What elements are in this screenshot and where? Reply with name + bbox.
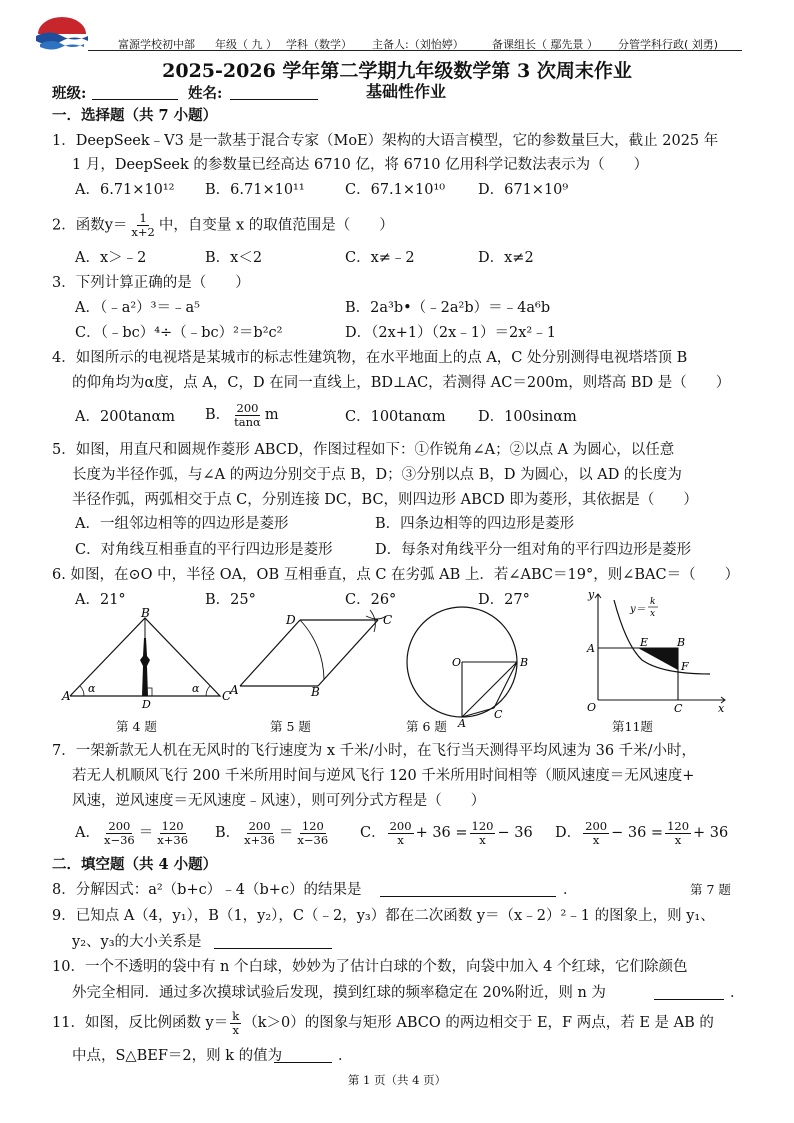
q1-option-b[interactable]: B．6.71×10¹¹ xyxy=(205,182,305,198)
q9-line1: 9．已知点 A（4，y₁），B（1，y₂），C（﹣2，y₃）都在二次函数 y＝（x﹣2）²﹣1 的图象上，则 y₁、 xyxy=(52,908,715,924)
f11-label-c: C xyxy=(674,702,683,715)
header-subject: 学科（数学） xyxy=(286,38,352,51)
q10-line2: 外完全相同．通过多次摸球试验后发现，摸到红球的频率稳定在 20%附近，则 n 为 xyxy=(72,985,606,1001)
f4-alpha-right: α xyxy=(192,682,200,695)
q7-line2: 若无人机顺风飞行 200 千米所用时间与逆风飞行 120 千米所用时间相等（顺风速度＝无风速度+ xyxy=(72,768,695,784)
q1-line2: 1 月，DeepSeek 的参数量已经高达 6710 亿，将 6710 亿用科学记数法表示为（ ） xyxy=(72,157,649,173)
q7-option-d[interactable]: D． $\frac{200}{x}$ − 36 = $\frac{120}{x}$ + 36 xyxy=(555,818,729,847)
q1-option-d[interactable]: D．671×10⁹ xyxy=(478,182,569,198)
f4-label-a: A xyxy=(62,689,71,703)
q9-line2: y₂、y₃的大小关系是 xyxy=(72,934,202,950)
f11-func-label: y＝ xyxy=(630,604,646,615)
q2-fraction: $\frac{1}{x+2}$ xyxy=(131,211,155,239)
page-title: 2025-2026 学年第二学期九年级数学第 3 次周末作业 xyxy=(162,60,632,82)
q4-option-c[interactable]: C．100tanαm xyxy=(345,409,446,425)
q7-line3: 风速，逆风速度＝无风速度﹣风速），则可列分式方程是（ ） xyxy=(72,793,486,809)
f5-label-d: D xyxy=(286,613,296,627)
q8-answer-field[interactable] xyxy=(380,881,556,897)
caption-q11: 第11题 xyxy=(612,719,653,734)
f6-label-c: C xyxy=(494,708,503,721)
q1-line1: 1．DeepSeek﹣V3 是一款基于混合专家（MoE）架构的大语言模型，它的参数量巨大，截止 2025 年 xyxy=(52,133,719,149)
q2-stem: 2．函数y＝ $\frac{1}{x+2}$ 中，自变量 x 的取值范围是（ ） xyxy=(52,211,394,239)
q4-option-b[interactable]: B． $\frac{200}{\tan\alpha}$ m xyxy=(205,400,279,429)
q4-line2: 的仰角均为α度，点 A，C，D 在同一直线上，BD⊥AC，若测得 AC＝200m，则塔高 BD 是（ ） xyxy=(72,375,731,391)
class-label: 班级: xyxy=(52,85,87,102)
q7-option-a[interactable]: A． $\frac{200}{x-36}$ ＝ $\frac{120}{x+36}$ xyxy=(75,818,189,847)
f11-func-k: k xyxy=(650,597,656,607)
q11-line1: 11．如图，反比例函数 y＝ $\frac{k}{x}$ （k＞0）的图象与矩形 ABCO 的两边相交于 E，F 两点，若 E 是 AB 的 xyxy=(52,1008,714,1037)
f5-label-b: B xyxy=(311,685,320,699)
header-group-leader: 备课组长（ 鄢先景 ） xyxy=(492,38,598,51)
q5-line3: 半径作弧，两弧相交于点 C，分别连接 DC，BC，则四边形 ABCD 即为菱形，其依据是（ ） xyxy=(72,492,698,508)
header-admin: 分管学科行政( 刘勇) xyxy=(618,38,719,51)
q1-option-c[interactable]: C．67.1×10¹⁰ xyxy=(345,182,446,198)
q11-end: ． xyxy=(338,1048,353,1064)
q10-line1: 10．一个不透明的袋中有 n 个白球，妙妙为了估计白球的个数，向袋中加入 4 个红球，它们除颜色 xyxy=(52,959,688,975)
class-field[interactable] xyxy=(92,84,178,100)
f11-label-y: y xyxy=(588,588,595,601)
q10-answer-field[interactable] xyxy=(654,984,724,1000)
q7-line1: 7．一架新款无人机在无风时的飞行速度为 x 千米/小时，在飞行当天测得平均风速为 36 千米/小时， xyxy=(52,743,697,759)
q4-option-a[interactable]: A．200tanαm xyxy=(75,409,175,425)
f5-label-a: A xyxy=(230,683,239,697)
figure-q11 xyxy=(580,590,730,715)
f5-label-c: C xyxy=(383,613,393,627)
school-logo xyxy=(34,14,90,54)
caption-q7: 第 7 题 xyxy=(690,882,731,897)
figure-q6 xyxy=(404,604,534,730)
section-choice: 一．选择题（共 7 小题） xyxy=(52,107,218,124)
f4-alpha-left: α xyxy=(88,682,96,695)
q3-option-c[interactable]: C．（﹣bc）⁴÷（﹣bc）²＝b²c² xyxy=(75,325,283,341)
caption-q6: 第 6 题 xyxy=(406,719,447,734)
q7-option-b[interactable]: B． $\frac{200}{x+36}$ ＝ $\frac{120}{x-36}$ xyxy=(215,818,329,847)
figure-q4 xyxy=(60,606,232,711)
f11-label-b: B xyxy=(677,636,686,649)
q4-option-d[interactable]: D．100sinαm xyxy=(478,409,577,425)
page-footer: 第 1 页（共 4 页） xyxy=(347,1073,447,1087)
q2-option-a[interactable]: A．x＞﹣2 xyxy=(75,250,147,266)
q5-line2: 长度为半径作弧，与∠A 的两边分别交于点 B，D；③分别以点 B，D 为圆心，以 AD 的长度为 xyxy=(72,467,682,483)
f4-label-d: D xyxy=(142,698,151,711)
caption-q4: 第 4 题 xyxy=(116,719,157,734)
q3-stem: 3．下列计算正确的是（ ） xyxy=(52,275,250,291)
header-rule xyxy=(88,50,742,51)
header-school: 富源学校初中部 xyxy=(118,38,195,51)
q8-stem: 8．分解因式：a²（b+c）﹣4（b+c）的结果是 xyxy=(52,882,362,898)
caption-q5: 第 5 题 xyxy=(270,719,311,734)
q6-option-a[interactable]: A．21° xyxy=(75,592,126,608)
header-preparer: 主备人:（刘怡婷） xyxy=(372,38,464,51)
name-field[interactable] xyxy=(230,84,318,100)
q5-option-c[interactable]: C．对角线互相垂直的平行四边形是菱形 xyxy=(75,542,333,558)
q2-option-d[interactable]: D．x≠2 xyxy=(478,250,534,266)
q11-answer-field[interactable] xyxy=(274,1047,332,1063)
subtitle: 基础性作业 xyxy=(366,82,447,101)
q6-option-d[interactable]: D．27° xyxy=(478,592,530,608)
q6-option-b[interactable]: B．25° xyxy=(205,592,256,608)
f6-label-a: A xyxy=(458,717,466,730)
f11-label-o: O xyxy=(587,701,597,714)
q7-option-c[interactable]: C． $\frac{200}{x}$ + 36 = $\frac{120}{x}$ − 36 xyxy=(360,818,533,847)
f4-label-b: B xyxy=(141,606,150,620)
q9-answer-field[interactable] xyxy=(214,933,332,949)
f6-label-b: B xyxy=(520,656,529,669)
q6-stem: 6. 如图，在⊙O 中，半径 OA，OB 互相垂直，点 C 在劣弧 AB 上．若∠ABC＝19°，则∠BAC＝（ ） xyxy=(52,567,740,583)
q2-option-c[interactable]: C．x≠﹣2 xyxy=(345,250,415,266)
q3-option-a[interactable]: A．（﹣a²）³＝﹣a⁵ xyxy=(75,300,200,316)
q8-end: ． xyxy=(563,882,578,898)
q11-line2: 中点，S△BEF＝2，则 k 的值为 xyxy=(72,1048,283,1064)
f11-label-a: A xyxy=(587,642,595,655)
f4-label-c: C xyxy=(222,689,232,703)
section-fill: 二．填空题（共 4 小题） xyxy=(52,856,218,873)
q5-option-b[interactable]: B．四条边相等的四边形是菱形 xyxy=(375,516,575,532)
q3-option-d[interactable]: D．（2x+1）（2x﹣1）＝2x²﹣1 xyxy=(345,325,556,341)
f6-label-o: O xyxy=(452,656,462,669)
q5-option-d[interactable]: D．每条对角线平分一组对角的平行四边形是菱形 xyxy=(375,542,692,558)
figure-q5 xyxy=(228,608,403,708)
q2-option-b[interactable]: B．x＜2 xyxy=(205,250,263,266)
q5-option-a[interactable]: A．一组邻边相等的四边形是菱形 xyxy=(75,516,289,532)
q10-end: ． xyxy=(730,985,745,1001)
f11-label-x: x xyxy=(718,702,725,715)
q5-line1: 5．如图，用直尺和圆规作菱形 ABCD，作图过程如下：①作锐角∠A；②以点 A 为圆心，以任意 xyxy=(52,442,675,458)
f11-label-f: F xyxy=(681,660,689,673)
f11-func-x: x xyxy=(650,609,656,619)
q3-option-b[interactable]: B．2a³b•（﹣2a²b）＝﹣4a⁶b xyxy=(345,300,551,316)
q1-option-a[interactable]: A．6.71×10¹² xyxy=(75,182,175,198)
f11-label-e: E xyxy=(640,636,649,649)
q6-option-c[interactable]: C．26° xyxy=(345,592,397,608)
q4-line1: 4．如图所示的电视塔是某城市的标志性建筑物，在水平地面上的点 A，C 处分别测得电视塔塔顶 B xyxy=(52,350,688,366)
name-label: 姓名: xyxy=(188,85,223,102)
header-grade: 年级（ 九 ） xyxy=(215,38,277,51)
